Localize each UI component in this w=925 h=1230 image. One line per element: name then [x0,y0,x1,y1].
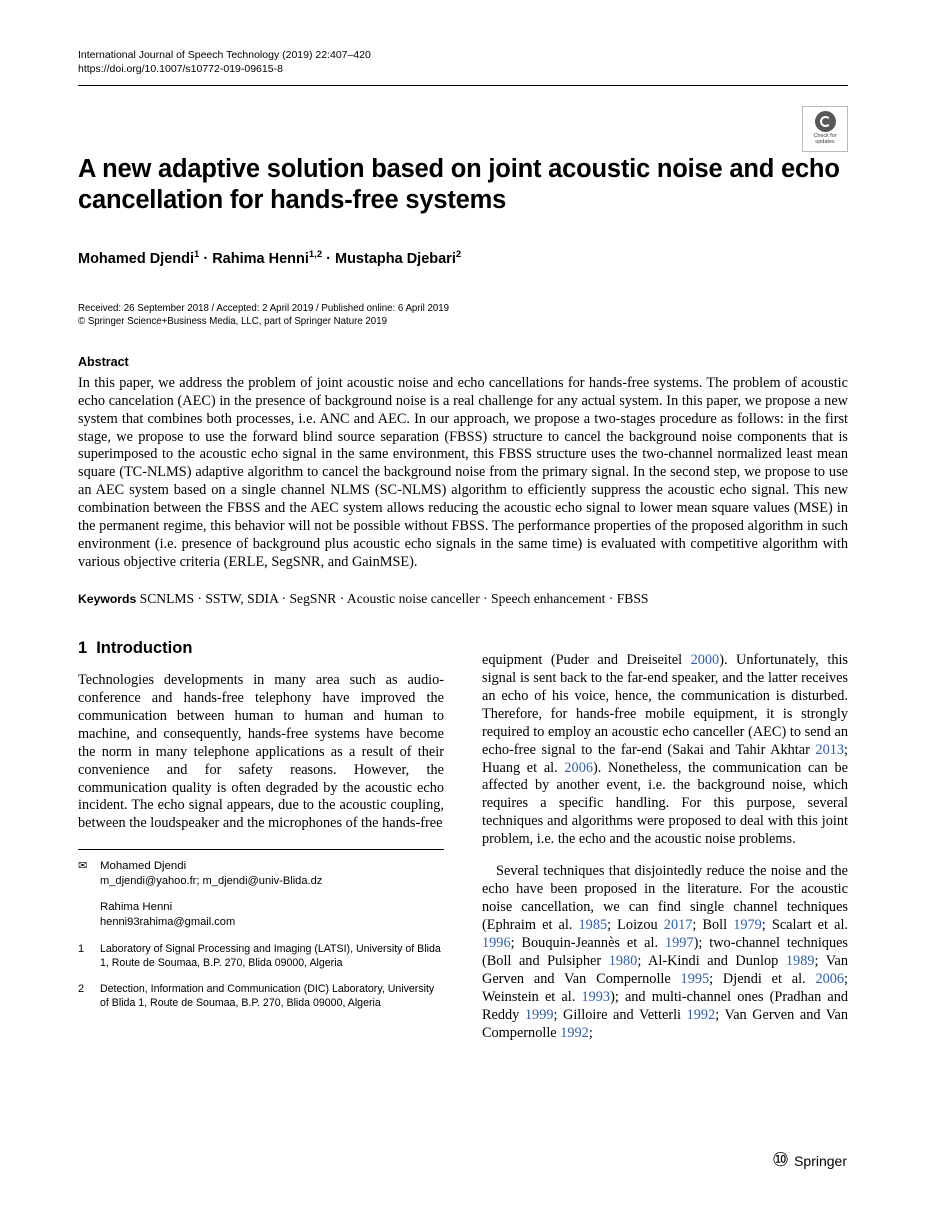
text-run: ; Boll [692,917,734,934]
citation-link[interactable]: 2013 [815,741,845,758]
text-run: ; Scalart et al. [761,917,848,934]
page-content [78,48,848,1057]
citation-link[interactable]: 1980 [608,952,638,969]
publication-dates [78,302,848,329]
keywords-label: Keywords [78,591,137,606]
left-column [78,638,444,1057]
citation-link[interactable]: 2006 [564,759,593,776]
crossmark-label-line2: updates [815,139,835,146]
text-run: ; Van Gerven and Van Compernolle [482,952,848,987]
text-run: ; Bouquin-Jeannès et al. [510,934,665,951]
affiliation-1 [78,942,444,970]
affiliation-2 [78,982,444,1010]
affiliation-1-mark: 1 [78,942,85,955]
journal-header [78,48,848,86]
copyright-line: © Springer Science+Business Media, LLC, part of Springer Nature 2019 [78,316,387,328]
keywords-values: SCNLMS · SSTW, SDIA · SegSNR · Acoustic noise canceller · Speech enhancement · FBSS [139,590,649,606]
citation-link[interactable]: 1996 [482,934,511,951]
text-run: ; Al-Kindi and Dunlop [637,952,786,969]
text-run: ). Nonetheless, the communication can be affected by another event, i.e. the background noise, which requires a specific handling. For this purpose, several techniques and algorithms were proposed to deal with this joint problem, i.e. the echo and the acoustic noise problems. [482,759,848,848]
springer-logo-icon: ⑩ [772,1150,790,1171]
abstract-heading: Abstract [78,354,129,369]
text-run: ; Van Gerven and Van Compernolle [482,1006,849,1041]
author-list: Mohamed Djendi$^1$ · Rahima Henni$^{1,2}$ · Mustapha Djebari$^2$ [78,249,462,267]
corresponding-author-email[interactable]: m_djendi@yahoo.fr; m_djendi@univ-Blida.dz [100,874,323,887]
intro-paragraph-1: Technologies developments in many area such as audio-conference and hands-free telephony have improved the communication between human to human and human to machine, and consequently, hands-free systems have become the norm in many telephone applications as a result of their convenience and for safety reasons. However, the communication quality is often degraded by the acoustic echo incident. The echo signal appears, due to the acoustic coupling, between the loudspeaker and the microphones of the hands-free [78,672,444,832]
crossmark-label-line1: Check for [813,133,837,139]
text-run: ; Weinstein et al. [482,970,849,1005]
citation-link[interactable]: 1995 [680,970,710,987]
check-for-updates-badge[interactable] [802,106,848,152]
citation-link[interactable]: 1979 [733,917,762,934]
envelope-icon: ✉ [78,860,88,873]
correspondence-footnote [78,849,444,1010]
citation-link[interactable]: 1992 [560,1024,589,1041]
abstract-text: In this paper, we address the problem of joint acoustic noise and echo cancellations for hands-free systems. The problem of acoustic echo cancelation (AEC) in the presence of background noise is a real challenge for any actual system. In this paper, we propose a new system that combines both processes, i.e. ANC and AEC. In our approach, we propose a two-stages procedure as follows: in the first stage, we propose to use the forward blind source separation (FBSS) structure to cancel the background noise components that is superimposed to the acoustic echo signal in the same environment, this FBSS structure uses the two-channel normalized least mean square (TC-NLMS) adaptive algorithm to cancel the background noise from the primary signal. In the second step, we propose to use an AEC system based on a single channel NLMS (SC-NLMS) algorithm to efficiently suppress the acoustic echo signal. This new combination between the FBSS and the AEC system allows reducing the acoustic echo signal to lower mean square values (MSE) in the permanent regime, this behavior will not be possible without FBSS. The performance properties of the proposed algorithm in such environment (i.e. presence of background plus acoustic echo signals in the same time) is evaluated with competitive algorithm with various objective criteria (ERLE, SegSNR, and GainMSE). [78,374,848,570]
publisher-name: Springer [794,1152,847,1169]
citation-link[interactable]: 2000 [690,652,720,669]
affiliation-1-text: Laboratory of Signal Processing and Imaging (LATSI), University of Blida 1, Route de Soumaa, B.P. 270, Blida 09000, Algeria [100,942,441,969]
page-title: A new adaptive solution based on joint acoustic noise and echo cancellation for hands-free systems [78,155,840,214]
corresponding-author-row [78,859,444,888]
publisher-footer [772,1149,847,1172]
citation-link[interactable]: 1999 [524,1006,554,1023]
section-label: Introduction [96,638,193,657]
citation-link[interactable]: 1989 [785,952,815,969]
citation-link[interactable]: 1997 [665,934,694,951]
citation-link[interactable]: 1992 [686,1006,716,1023]
citation-link[interactable]: 2006 [815,970,845,987]
citation-link[interactable]: 2017 [663,917,693,934]
citation-link[interactable]: 1985 [578,917,608,934]
second-author-name: Rahima Henni [100,901,173,914]
intro-paragraph-2 [482,652,848,849]
journal-citation: International Journal of Speech Technology (2019) 22:407–420 [78,49,371,61]
text-run: ; Loizou [607,917,664,934]
journal-doi: https://doi.org/10.1007/s10772-019-09615-8 [78,63,283,75]
spacer [78,900,100,929]
crossmark-icon [815,111,836,132]
text-run: ; Gilloire and Vetterli [553,1006,687,1023]
header-divider [78,85,848,86]
text-run: ; Djendi et al. [709,970,816,987]
affiliation-2-mark: 2 [78,983,85,996]
text-run: ); and multi-channel ones (Pradhan and Reddy [482,988,849,1023]
body-columns [78,638,848,1057]
corresponding-author-name: Mohamed Djendi [100,860,187,873]
citation-link[interactable]: 1993 [581,988,611,1005]
text-run: ; [588,1024,593,1041]
text-run: ); two-channel techniques (Boll and Pulsipher [482,934,848,969]
section-heading-introduction [78,638,444,658]
intro-paragraph-3 [482,863,848,1042]
text-run: ). Unfortunately, this signal is sent back to the far-end speaker, and the latter receives an echo of his voice, hence, the communication is disturbed. Therefore, for hands-free mobile equipment, it is strongly required to employ an acoustic echo canceller (AEC) to send an echo-free signal to the far-end (Sakai and Tahir Akhtar [482,652,848,758]
section-number: 1 [78,638,88,657]
right-column [482,638,848,1057]
affiliation-2-text: Detection, Information and Communication (DIC) Laboratory, University of Blida 1, Route de Soumaa, B.P. 270, Blida 09000, Algeria [100,983,435,1010]
second-author-email[interactable]: henni93rahima@gmail.com [100,916,236,929]
text-run: Several techniques that disjointedly reduce the noise and the echo have been proposed in the literature. For the acoustic noise cancellation, we can find single channel techniques (Ephraim et al. [482,863,848,934]
text-run: equipment (Puder and Dreiseitel [482,652,691,669]
second-author-row [78,900,444,929]
keywords-line [78,590,848,608]
received-accepted-line: Received: 26 September 2018 / Accepted: 2 April 2019 / Published online: 6 April 2019 [78,302,450,314]
text-run: ; Huang et al. [482,741,848,776]
